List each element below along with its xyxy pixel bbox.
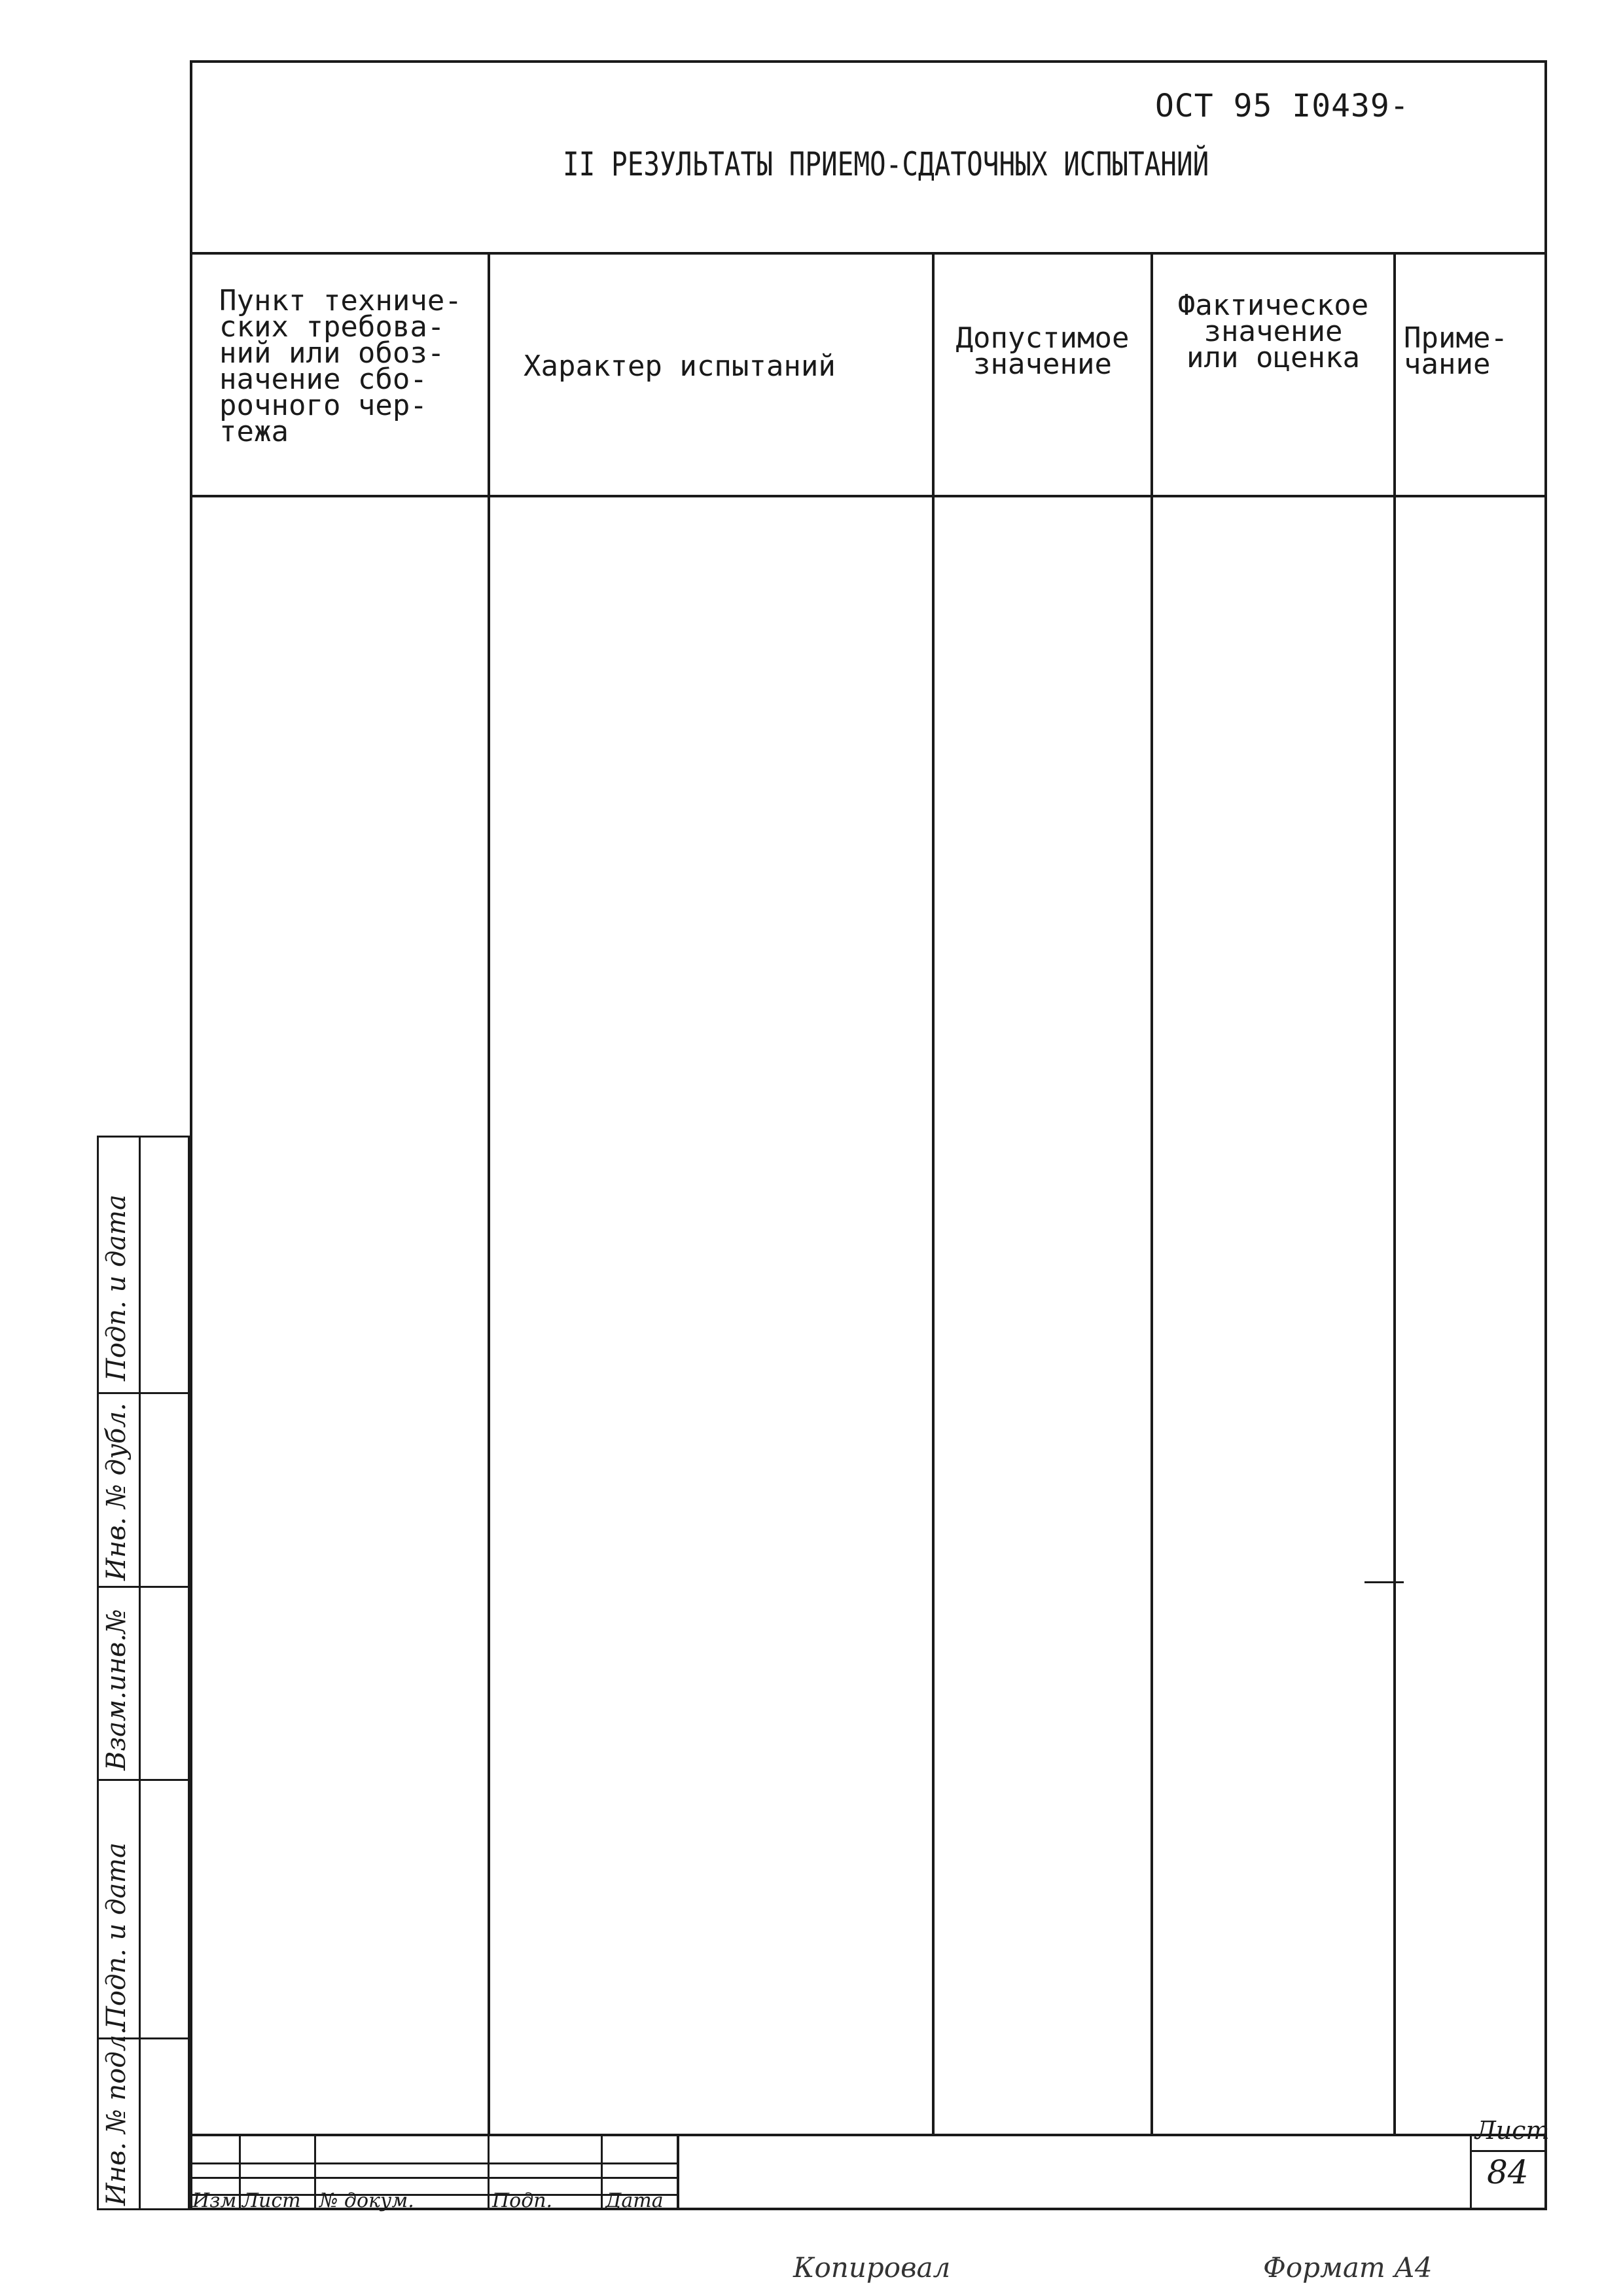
title-block-top (190, 2134, 1547, 2136)
title-block-change: Изм (192, 2189, 237, 2212)
column-header-actual-value: Фактическое значение или оценка (1177, 289, 1369, 374)
side-label-inv-dupl: Инв. № дубл. (101, 1403, 132, 1581)
sheet-number: 84 (1487, 2153, 1529, 2191)
side-strip-divider (97, 1779, 190, 1781)
title-block-sep (677, 2135, 679, 2210)
column-header-test-nature: Характер испытаний (524, 350, 836, 383)
document-code: ОСТ 95 I0439- (1155, 88, 1410, 124)
title-block-sep (239, 2135, 241, 2210)
title-block-sep (601, 2135, 603, 2210)
title-block-sep (1470, 2135, 1472, 2210)
side-label-replace-inv: Взам.инв.№ (101, 1609, 132, 1770)
column-header-note: Приме- чание (1404, 321, 1508, 381)
stray-mark (1364, 1581, 1404, 1583)
title-block-signature: Подп. (492, 2189, 553, 2212)
title-block-date: Дата (605, 2189, 664, 2212)
table-body (192, 497, 1544, 2135)
title-block-doc-number: № докум. (319, 2189, 414, 2212)
column-header-item: Пункт техниче- ских требова- ний или обоз- начение сбо- рочного чер- тежа (219, 284, 462, 448)
side-label-sign-date-2: Подп. и дата (101, 1842, 132, 2029)
side-strip-divider (97, 1586, 190, 1588)
title-block-sep (314, 2135, 316, 2210)
copier-label: Копировал (793, 2251, 951, 2284)
sheet-label: Лист (1475, 2116, 1550, 2145)
header-divider (190, 252, 1547, 255)
title-block-sheet: Лист (242, 2189, 301, 2212)
side-label-inv-orig: Инв. № подл. (101, 2026, 132, 2206)
side-strip-divider (97, 1392, 190, 1394)
title-block-row (190, 2162, 677, 2164)
section-title: II РЕЗУЛЬТАТЫ ПРИЕМО-СДАТОЧНЫХ ИСПЫТАНИЙ (563, 145, 1209, 183)
title-block-row (190, 2177, 677, 2179)
sheet-divider (1470, 2150, 1547, 2152)
format-label: Формат А4 (1263, 2251, 1433, 2284)
column-header-allowed-value: Допустимое значение (955, 321, 1130, 381)
side-label-sign-date: Подп. и дата (101, 1194, 132, 1381)
title-block-sep (488, 2135, 490, 2210)
side-strip-inner-divider (139, 1136, 141, 2210)
